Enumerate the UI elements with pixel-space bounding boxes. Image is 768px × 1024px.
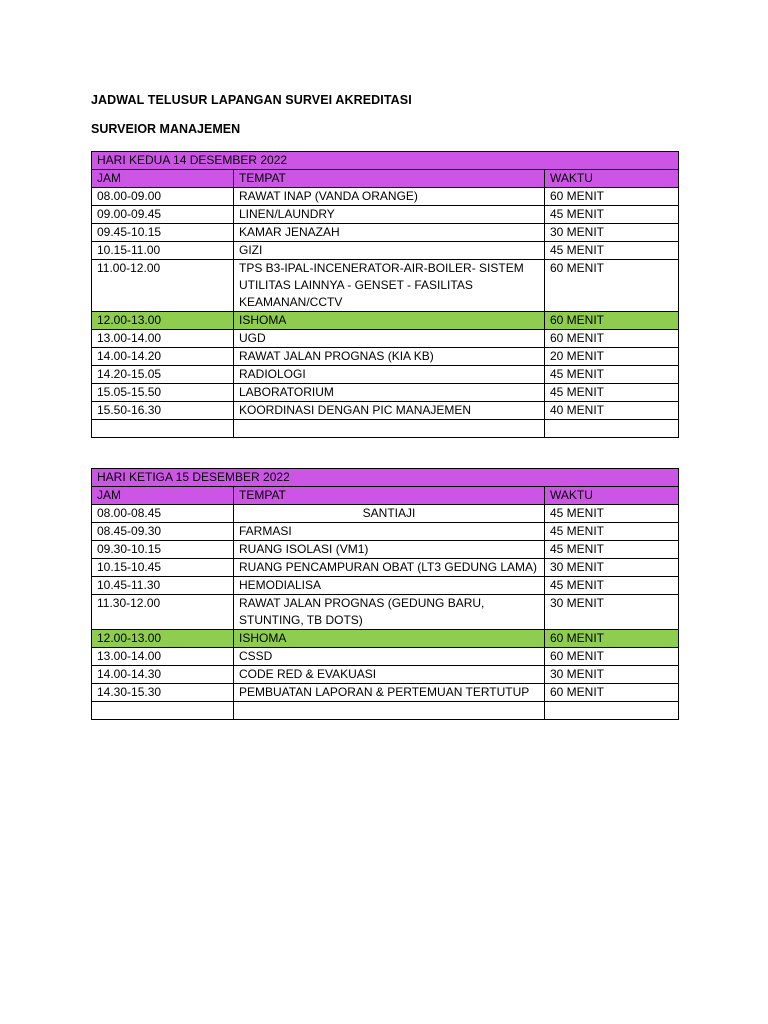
cell-jam: 09.45-10.15: [92, 224, 234, 242]
cell-jam: 14.20-15.05: [92, 366, 234, 384]
table-row: [92, 541, 679, 559]
cell-jam: 11.30-12.00: [92, 595, 234, 630]
table-row-break: [92, 312, 679, 330]
cell-waktu: 45 MENIT: [545, 505, 679, 523]
cell-jam: 10.15-10.45: [92, 559, 234, 577]
table-row: [92, 206, 679, 224]
table-row: [92, 384, 679, 402]
cell-waktu: 45 MENIT: [545, 366, 679, 384]
cell-tempat: KOORDINASI DENGAN PIC MANAJEMEN: [234, 402, 545, 420]
table-row: [92, 188, 679, 206]
cell-tempat: KAMAR JENAZAH: [234, 224, 545, 242]
cell-tempat: CODE RED & EVAKUASI: [234, 666, 545, 684]
header-tempat: TEMPAT: [234, 487, 545, 505]
cell-waktu: 45 MENIT: [545, 577, 679, 595]
cell-jam: 11.00-12.00: [92, 260, 234, 312]
table-row-empty: [92, 420, 679, 438]
table-row-empty: [92, 702, 679, 720]
cell-jam: 15.05-15.50: [92, 384, 234, 402]
cell-waktu: 45 MENIT: [545, 242, 679, 260]
header-waktu: WAKTU: [545, 487, 679, 505]
header-waktu: WAKTU: [545, 170, 679, 188]
cell-waktu: 40 MENIT: [545, 402, 679, 420]
cell-tempat: LABORATORIUM: [234, 384, 545, 402]
day-header: HARI KETIGA 15 DESEMBER 2022: [92, 469, 679, 487]
cell-jam: 09.30-10.15: [92, 541, 234, 559]
table-row: [92, 666, 679, 684]
table-row: [92, 648, 679, 666]
cell-tempat: RAWAT JALAN PROGNAS (KIA KB): [234, 348, 545, 366]
table-row: [92, 577, 679, 595]
cell-jam: 12.00-13.00: [92, 630, 234, 648]
table-row: [92, 330, 679, 348]
day-header: HARI KEDUA 14 DESEMBER 2022: [92, 152, 679, 170]
cell-empty: [234, 702, 545, 720]
table-row: [92, 595, 679, 630]
cell-waktu: 60 MENIT: [545, 188, 679, 206]
table-row: [92, 348, 679, 366]
cell-empty: [545, 420, 679, 438]
cell-tempat: FARMASI: [234, 523, 545, 541]
cell-tempat: SANTIAJI: [234, 505, 545, 523]
document-title: JADWAL TELUSUR LAPANGAN SURVEI AKREDITASI: [91, 93, 412, 107]
table-row: [92, 523, 679, 541]
cell-jam: 13.00-14.00: [92, 648, 234, 666]
cell-empty: [234, 420, 545, 438]
cell-jam: 10.45-11.30: [92, 577, 234, 595]
cell-jam: 10.15-11.00: [92, 242, 234, 260]
cell-waktu: 60 MENIT: [545, 330, 679, 348]
header-jam: JAM: [92, 487, 234, 505]
cell-jam: 13.00-14.00: [92, 330, 234, 348]
table-row: [92, 224, 679, 242]
table-row: [92, 559, 679, 577]
cell-tempat: LINEN/LAUNDRY: [234, 206, 545, 224]
day-header-row: [92, 152, 679, 170]
cell-waktu: 30 MENIT: [545, 595, 679, 630]
table-row: [92, 366, 679, 384]
cell-waktu: 20 MENIT: [545, 348, 679, 366]
column-header-row: [92, 170, 679, 188]
cell-waktu: 60 MENIT: [545, 648, 679, 666]
cell-empty: [545, 702, 679, 720]
cell-tempat: RUANG ISOLASI (VM1): [234, 541, 545, 559]
document-subtitle: SURVEIOR MANAJEMEN: [91, 122, 241, 136]
table-row: [92, 684, 679, 702]
cell-jam: 08.00-08.45: [92, 505, 234, 523]
table-row: [92, 402, 679, 420]
cell-tempat: RAWAT JALAN PROGNAS (GEDUNG BARU, STUNTING, TB DOTS): [234, 595, 545, 630]
table-row: [92, 260, 679, 312]
cell-waktu: 30 MENIT: [545, 666, 679, 684]
cell-tempat: ISHOMA: [234, 312, 545, 330]
cell-waktu: 45 MENIT: [545, 541, 679, 559]
cell-tempat: UGD: [234, 330, 545, 348]
cell-tempat: RADIOLOGI: [234, 366, 545, 384]
cell-tempat: RUANG PENCAMPURAN OBAT (LT3 GEDUNG LAMA): [234, 559, 545, 577]
cell-waktu: 45 MENIT: [545, 523, 679, 541]
cell-waktu: 45 MENIT: [545, 206, 679, 224]
table-row: [92, 505, 679, 523]
cell-waktu: 45 MENIT: [545, 384, 679, 402]
cell-jam: 14.00-14.20: [92, 348, 234, 366]
header-jam: JAM: [92, 170, 234, 188]
cell-tempat: TPS B3-IPAL-INCENERATOR-AIR-BOILER- SISTEM UTILITAS LAINNYA - GENSET - FASILITAS KEAMANAN/CCTV: [234, 260, 545, 312]
schedule-table-day-2: [91, 151, 679, 438]
cell-empty: [92, 420, 234, 438]
column-header-row: [92, 487, 679, 505]
cell-empty: [92, 702, 234, 720]
cell-jam: 09.00-09.45: [92, 206, 234, 224]
table-row-break: [92, 630, 679, 648]
cell-tempat: CSSD: [234, 648, 545, 666]
cell-waktu: 60 MENIT: [545, 630, 679, 648]
cell-waktu: 30 MENIT: [545, 224, 679, 242]
cell-tempat: PEMBUATAN LAPORAN & PERTEMUAN TERTUTUP: [234, 684, 545, 702]
table-row: [92, 242, 679, 260]
cell-tempat: GIZI: [234, 242, 545, 260]
cell-jam: 15.50-16.30: [92, 402, 234, 420]
schedule-table-day-3: [91, 468, 679, 720]
cell-jam: 12.00-13.00: [92, 312, 234, 330]
cell-jam: 14.30-15.30: [92, 684, 234, 702]
cell-waktu: 60 MENIT: [545, 312, 679, 330]
cell-jam: 08.00-09.00: [92, 188, 234, 206]
header-tempat: TEMPAT: [234, 170, 545, 188]
cell-jam: 08.45-09.30: [92, 523, 234, 541]
cell-waktu: 30 MENIT: [545, 559, 679, 577]
cell-tempat: RAWAT INAP (VANDA ORANGE): [234, 188, 545, 206]
cell-tempat: ISHOMA: [234, 630, 545, 648]
cell-waktu: 60 MENIT: [545, 260, 679, 312]
cell-tempat: HEMODIALISA: [234, 577, 545, 595]
day-header-row: [92, 469, 679, 487]
cell-jam: 14.00-14.30: [92, 666, 234, 684]
cell-waktu: 60 MENIT: [545, 684, 679, 702]
